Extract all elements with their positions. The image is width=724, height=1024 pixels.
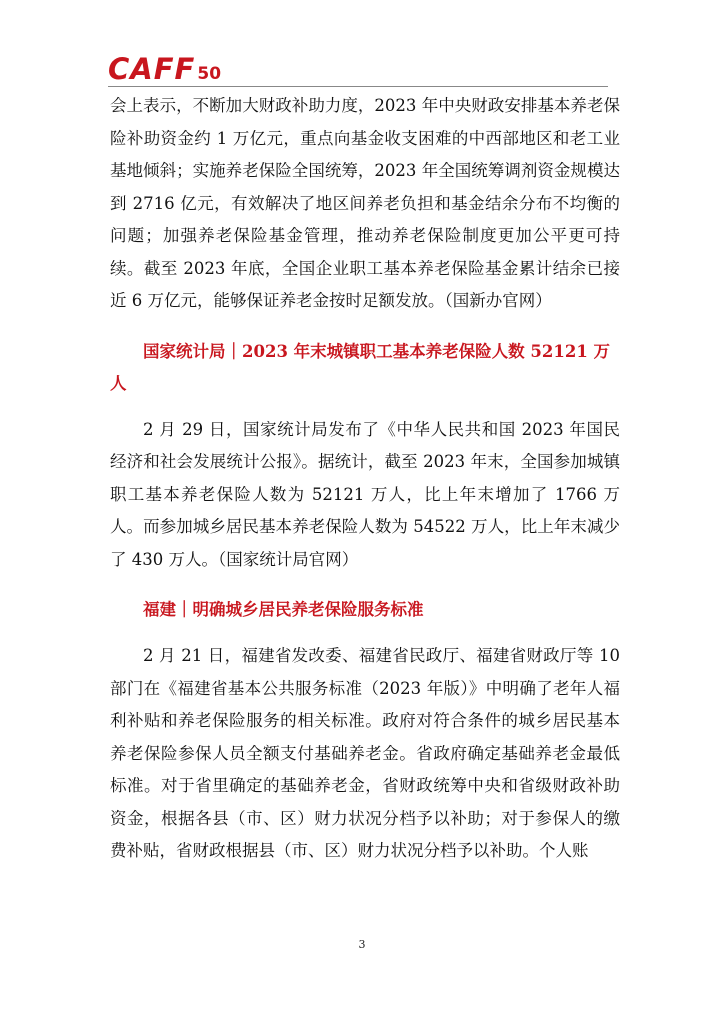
body-paragraph: 会上表示，不断加大财政补助力度，2023 年中央财政安排基本养老保险补助资金约 1 万亿元，重点向基金收支困难的中西部地区和老工业基地倾斜；实施养老保险全国统筹，2023 年全国统筹调剂资金规模达到 2716 亿元，有效解决了地区间养老负担和基金结余分布不均衡的问题；加强养老保险基金管理，推动养老保险制度更加公平更可持续。截至 2023 年底，全国企业职工基本养老保险基金累计结余已接近 6 万亿元，能够保证养老金按时足额发放。（国新办官网） — [110, 96, 620, 310]
page-header — [108, 50, 608, 90]
body-paragraph: 2 月 21 日，福建省发改委、福建省民政厅、福建省财政厅等 10 部门在《福建省基本公共服务标准（2023 年版）》中明确了老年人福利补贴和养老保险服务的相关标准。政府对符合条件的城乡居民基本养老保险参保人员全额支付基础养老金。省政府确定基础养老金最低标准。对于省里确定的基础养老金，省财政统筹中央和省级财政补助资金，根据各县（市、区）财力状况分档予以补助；对于参保人的缴费补贴，省财政根据县（市、区）财力状况分档予以补助。个人账 — [110, 646, 620, 860]
page-number: 3 — [358, 938, 366, 951]
section-gap — [110, 318, 620, 336]
section-heading: 国家统计局｜2023 年末城镇职工基本养老保险人数 52121 万人 — [110, 341, 611, 393]
document-body — [110, 90, 620, 868]
body-paragraph: 2 月 29 日，国家统计局发布了《中华人民共和国 2023 年国民经济和社会发展统计公报》。据统计，截至 2023 年末，全国参加城镇职工基本养老保险人数为 52121 万人，比上年末增加了 1766 万人。而参加城乡居民基本养老保险人数为 54522 万人，比上年末减少了 430 万人。（国家统计局官网） — [110, 419, 620, 569]
section-gap — [110, 400, 620, 414]
logo-suffix: 50 — [197, 64, 222, 84]
caff50-logo — [108, 52, 221, 86]
header-rule — [108, 86, 608, 87]
section-gap — [110, 576, 620, 594]
section-gap — [110, 626, 620, 640]
logo-main: CAFF — [108, 52, 196, 86]
section-heading: 福建｜明确城乡居民养老保险服务标准 — [143, 600, 424, 619]
